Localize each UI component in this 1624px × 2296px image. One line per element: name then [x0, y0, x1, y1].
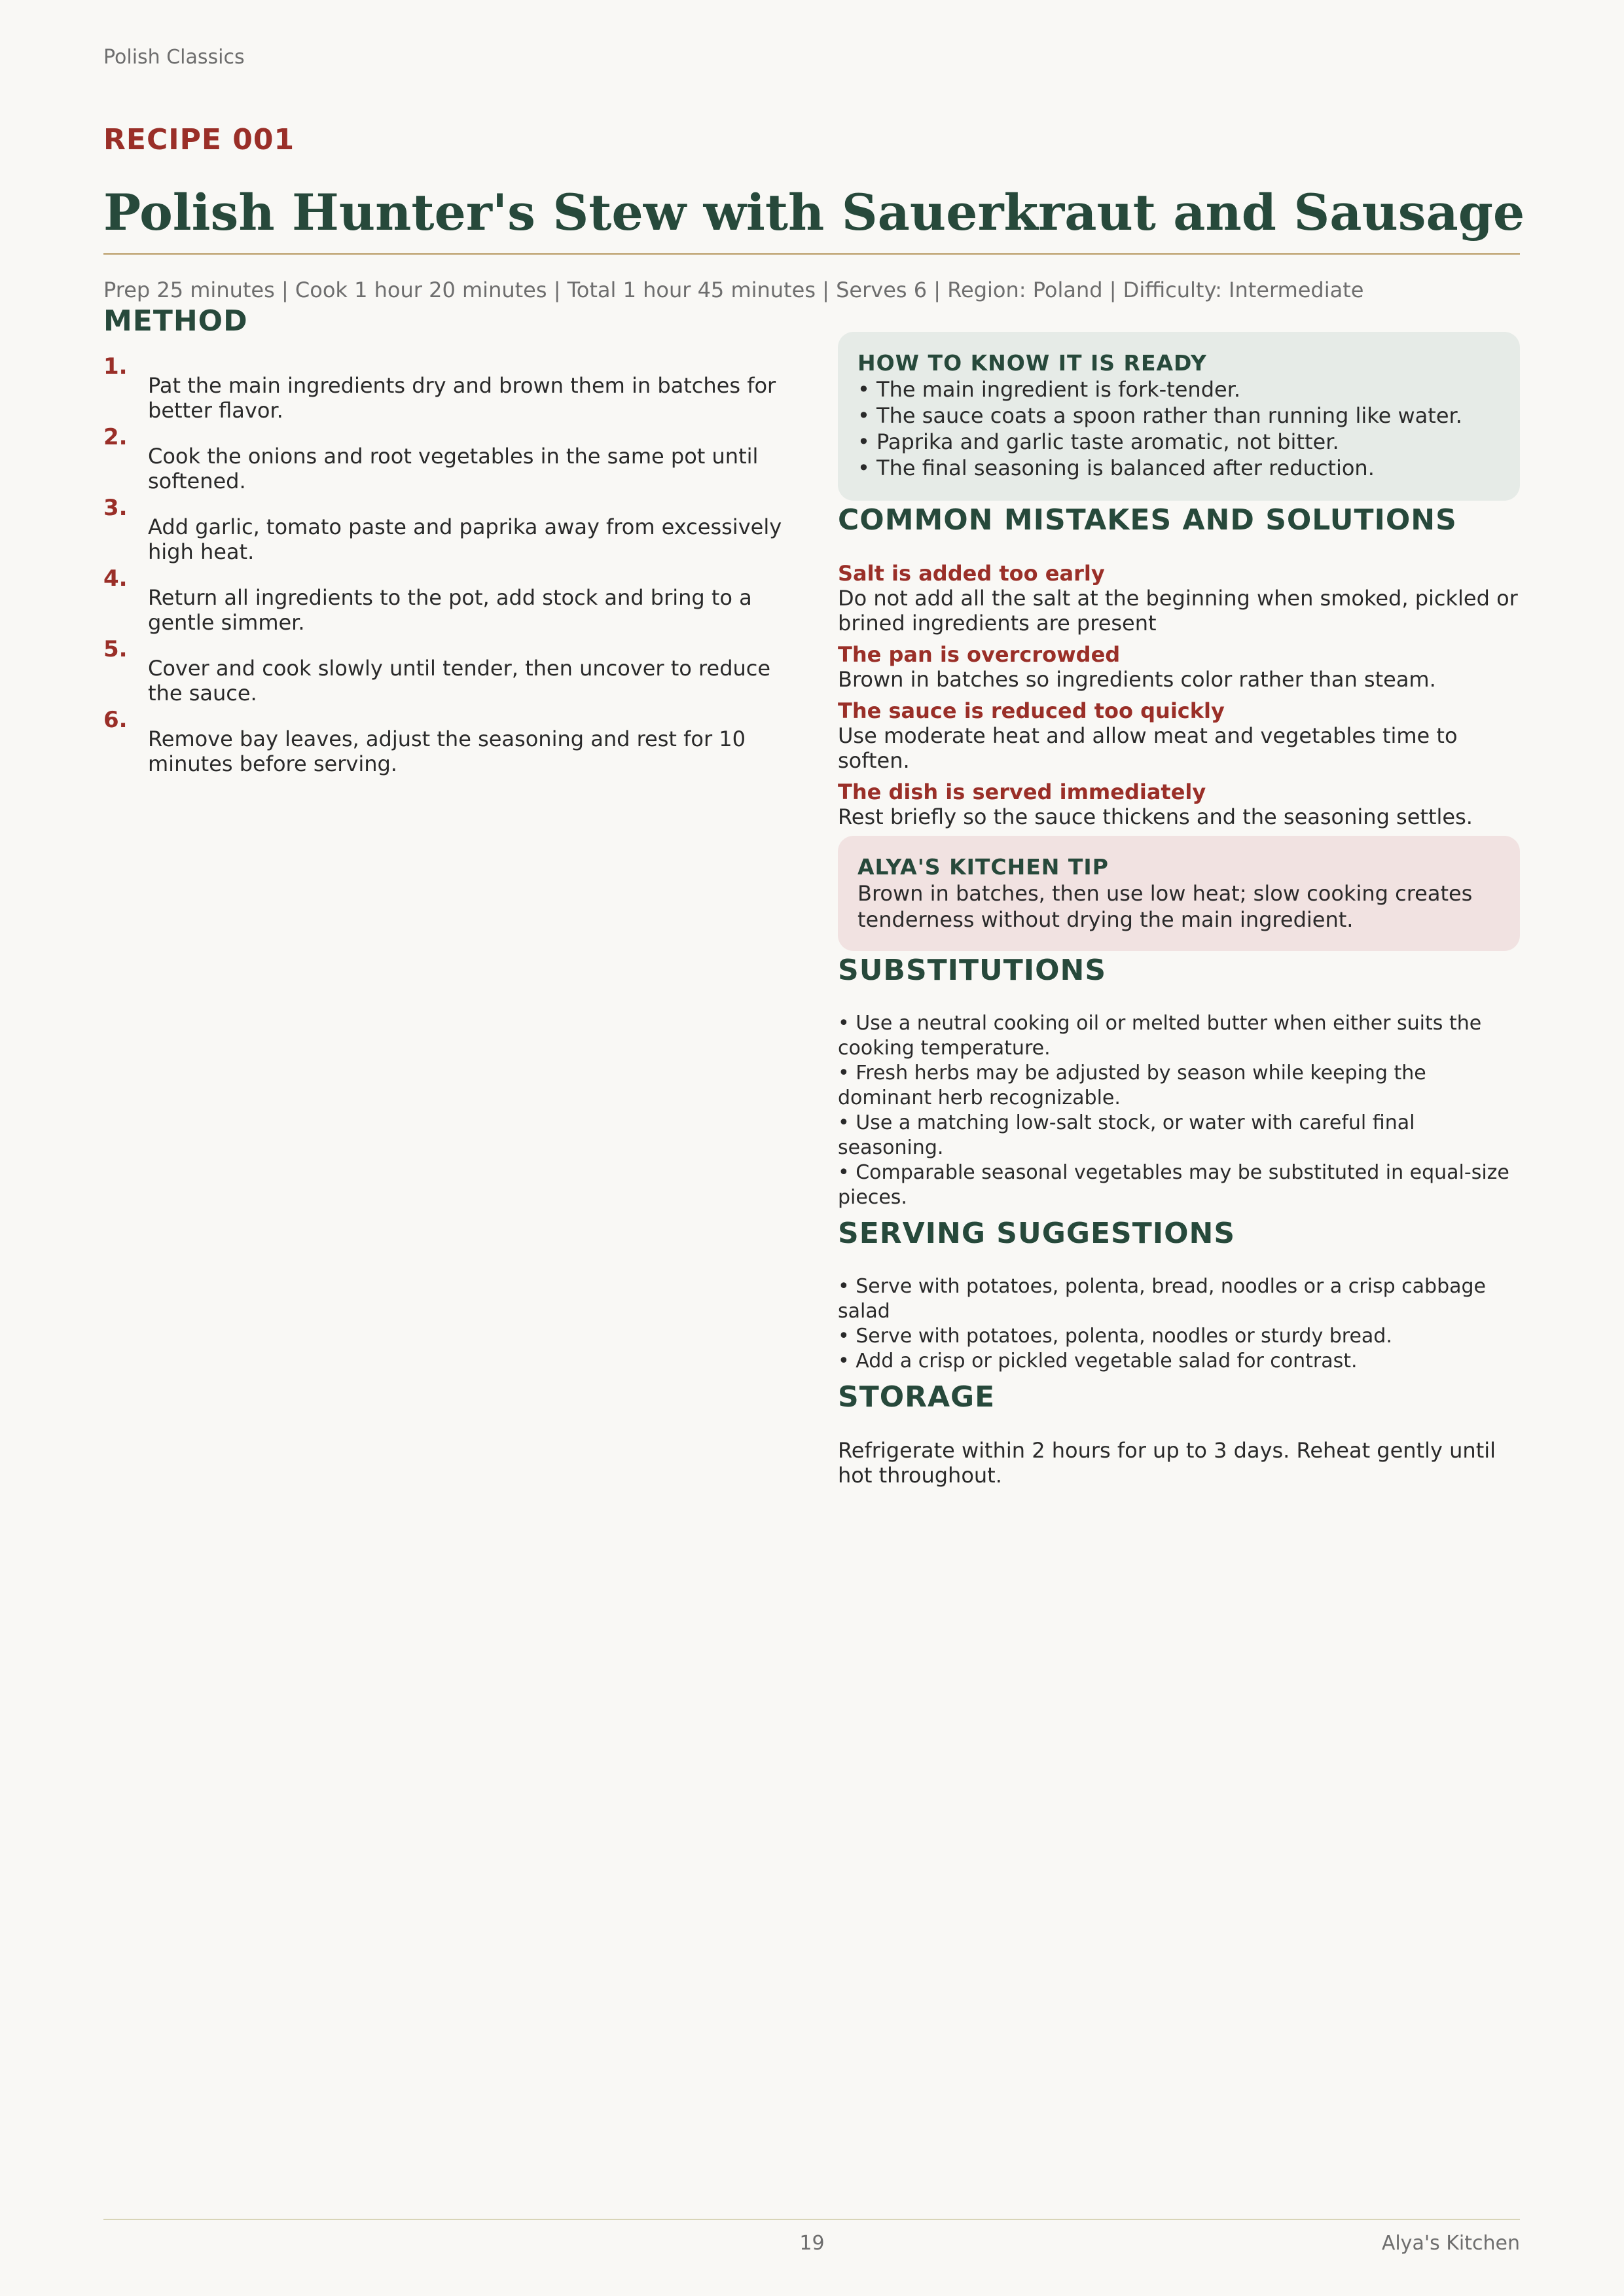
mistake-title: The sauce is reduced too quickly — [838, 698, 1225, 723]
step-number: 2. — [103, 424, 128, 450]
footer-brand: Alya's Kitchen — [1381, 2232, 1520, 2255]
substitution-item: • Comparable seasonal vegetables may be substituted in equal-size pieces. — [838, 1161, 1509, 1209]
substitutions-heading: SUBSTITUTIONS — [838, 954, 1107, 987]
method-step — [103, 636, 797, 707]
storage-text: Refrigerate within 2 hours for up to 3 days. Reheat gently until hot throughout. — [838, 1438, 1496, 1488]
ready-item: • Paprika and garlic taste aromatic, not bitter. — [857, 429, 1339, 454]
method-steps — [103, 353, 797, 778]
mistake-item — [838, 561, 1520, 636]
page-number: 19 — [799, 2232, 825, 2255]
tip-heading: ALYA'S KITCHEN TIP — [857, 854, 1109, 880]
serving-item: • Serve with potatoes, polenta, bread, noodles or a crisp cabbage salad — [838, 1275, 1486, 1323]
step-text: Pat the main ingredients dry and brown them in batches for better flavor. — [148, 373, 776, 423]
method-step — [103, 707, 797, 778]
storage-heading: STORAGE — [838, 1380, 996, 1414]
mistake-title: The dish is served immediately — [838, 780, 1206, 804]
mistake-item — [838, 642, 1520, 692]
ready-item: • The main ingredient is fork-tender. — [857, 377, 1241, 402]
method-step — [103, 495, 797, 565]
page-title: Polish Hunter's Stew with Sauerkraut and Sausage — [103, 183, 1525, 242]
ready-heading: HOW TO KNOW IT IS READY — [857, 350, 1207, 376]
mistake-title: The pan is overcrowded — [838, 642, 1121, 667]
mistake-text: Brown in batches so ingredients color rather than steam. — [838, 667, 1436, 692]
ready-item: • The final seasoning is balanced after reduction. — [857, 456, 1375, 480]
substitution-item: • Fresh herbs may be adjusted by season while keeping the dominant herb recognizable. — [838, 1062, 1426, 1109]
mistake-text: Rest briefly so the sauce thickens and the seasoning settles. — [838, 804, 1473, 829]
step-number: 6. — [103, 707, 128, 733]
substitution-item: • Use a neutral cooking oil or melted butter when either suits the cooking temperature. — [838, 1012, 1482, 1060]
mistake-item — [838, 780, 1520, 829]
ready-callout — [838, 332, 1520, 501]
method-step — [103, 565, 797, 636]
mistakes-heading: COMMON MISTAKES AND SOLUTIONS — [838, 503, 1457, 537]
recipe-number: RECIPE 001 — [103, 123, 295, 156]
step-text: Add garlic, tomato paste and paprika away from excessively high heat. — [148, 514, 782, 564]
serving-heading: SERVING SUGGESTIONS — [838, 1217, 1236, 1250]
step-text: Return all ingredients to the pot, add stock and bring to a gentle simmer. — [148, 585, 752, 635]
method-step — [103, 424, 797, 495]
ready-item: • The sauce coats a spoon rather than running like water. — [857, 403, 1462, 428]
step-text: Cover and cook slowly until tender, then uncover to reduce the sauce. — [148, 656, 771, 706]
title-divider — [103, 253, 1520, 255]
step-number: 1. — [103, 353, 128, 380]
substitution-item: • Use a matching low-salt stock, or water with careful final seasoning. — [838, 1111, 1415, 1159]
serving-item: • Serve with potatoes, polenta, noodles or sturdy bread. — [838, 1325, 1392, 1348]
kitchen-tip-callout — [838, 836, 1520, 951]
method-step — [103, 353, 797, 424]
step-number: 4. — [103, 565, 128, 592]
step-number: 5. — [103, 636, 128, 662]
tip-text: Brown in batches, then use low heat; slow cooking creates tenderness without drying the main ingredient. — [857, 881, 1473, 932]
running-head: Polish Classics — [103, 46, 245, 69]
serving-item: • Add a crisp or pickled vegetable salad for contrast. — [838, 1350, 1358, 1372]
recipe-meta: Prep 25 minutes | Cook 1 hour 20 minutes | Total 1 hour 45 minutes | Serves 6 | Region: Poland | Difficulty: Intermediate — [103, 278, 1364, 302]
method-heading: METHOD — [103, 304, 248, 338]
mistake-text: Use moderate heat and allow meat and vegetables time to soften. — [838, 723, 1458, 773]
step-text: Cook the onions and root vegetables in the same pot until softened. — [148, 444, 759, 493]
mistake-title: Salt is added too early — [838, 561, 1105, 586]
step-text: Remove bay leaves, adjust the seasoning and rest for 10 minutes before serving. — [148, 726, 746, 776]
right-column — [838, 332, 1520, 1488]
footer-divider — [103, 2219, 1520, 2220]
mistake-item — [838, 698, 1520, 773]
mistake-text: Do not add all the salt at the beginning when smoked, pickled or brined ingredients are present — [838, 586, 1518, 636]
step-number: 3. — [103, 495, 128, 521]
